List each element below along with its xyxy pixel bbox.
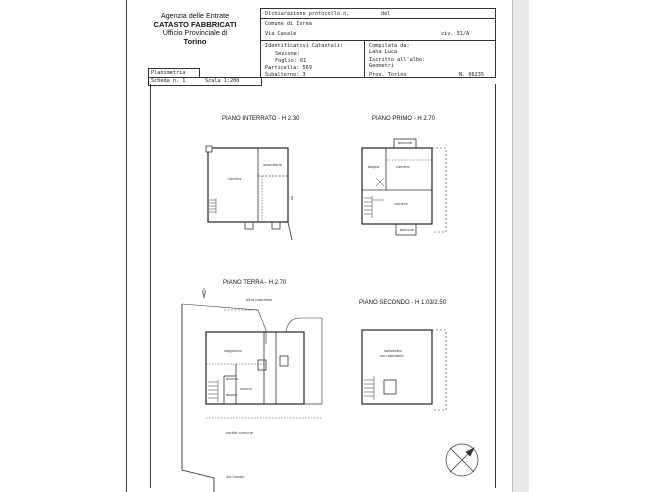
foglio-field: Foglio: 61: [275, 58, 307, 64]
particella-field: Particella: 569: [265, 65, 312, 71]
compilata-nome: Lana Luca: [369, 49, 398, 55]
label-cucina: cucina: [240, 387, 252, 391]
label-altra-proprieta: altra proprieta: [246, 298, 272, 302]
planimetria-label: Planimetria: [151, 70, 186, 76]
label-lavanderia: lavanderia: [263, 163, 282, 167]
north-arrow-icon: [446, 444, 478, 476]
label-disimpegno: disimp.: [226, 377, 240, 381]
label-via-casale: via Casale: [226, 475, 245, 479]
provincia-field: Prov. Torino: [369, 72, 407, 78]
title-piano-terra: PIANO TERRA - H 2.70: [223, 280, 287, 286]
comune-field: Comune di Ivrea: [265, 21, 312, 27]
catasto-title: CATASTO FABBRICATI: [153, 19, 237, 29]
numero-field: N. 06235: [459, 72, 484, 78]
iscritto-value: Geometri: [369, 63, 394, 69]
civico-field: civ. 31/A: [441, 31, 470, 37]
label-camera-1: camera: [396, 165, 410, 169]
compilata-label: Compilata da:: [369, 43, 410, 49]
plan-interrato: [206, 146, 292, 240]
scheda-label: Scheda n. 1: [151, 78, 186, 84]
scala-label: Scala 1:200: [205, 78, 240, 84]
label-balcone-sud: balcone: [400, 228, 415, 232]
label-cortile: cortile comune: [226, 431, 253, 435]
label-balcone-nord: balcone: [398, 141, 413, 145]
plan-terra: [182, 288, 322, 492]
label-sottotetto: sottotetto: [384, 349, 402, 353]
label-camera-2: camera: [394, 202, 408, 206]
iscritto-label: Iscritto all'albo:: [369, 57, 426, 63]
plan-primo: [362, 139, 446, 235]
label-sottotetto-sub: non abitabile: [380, 354, 404, 358]
via-field: Via Casale: [265, 31, 297, 37]
title-piano-secondo: PIANO SECONDO - H 1.03/2.50: [359, 300, 447, 306]
agency-name: Agenzia delle Entrate: [160, 11, 230, 20]
label-bagno-terra: bagno: [226, 393, 238, 397]
label-cantina: cantina: [228, 177, 242, 181]
subalterno-field: Subalterno: 3: [265, 72, 306, 78]
identificativi-label: Identificativi Catastali:: [265, 43, 344, 49]
label-bagno-primo: bagno: [368, 165, 380, 169]
ufficio-city: Torino: [183, 36, 207, 46]
title-piano-interrato: PIANO INTERRATO - H 2.30: [222, 116, 300, 122]
label-soggiorno: soggiorno: [224, 349, 242, 353]
sezione-field: Sezione:: [275, 51, 300, 57]
dichiarazione-label: Dichiarazione protocollo n.: [265, 11, 350, 17]
plan-secondo: [362, 330, 446, 410]
title-piano-primo: PIANO PRIMO - H 2.70: [372, 116, 436, 122]
del-label: del: [381, 11, 391, 17]
ufficio-label: Ufficio Provinciale di: [162, 28, 228, 38]
